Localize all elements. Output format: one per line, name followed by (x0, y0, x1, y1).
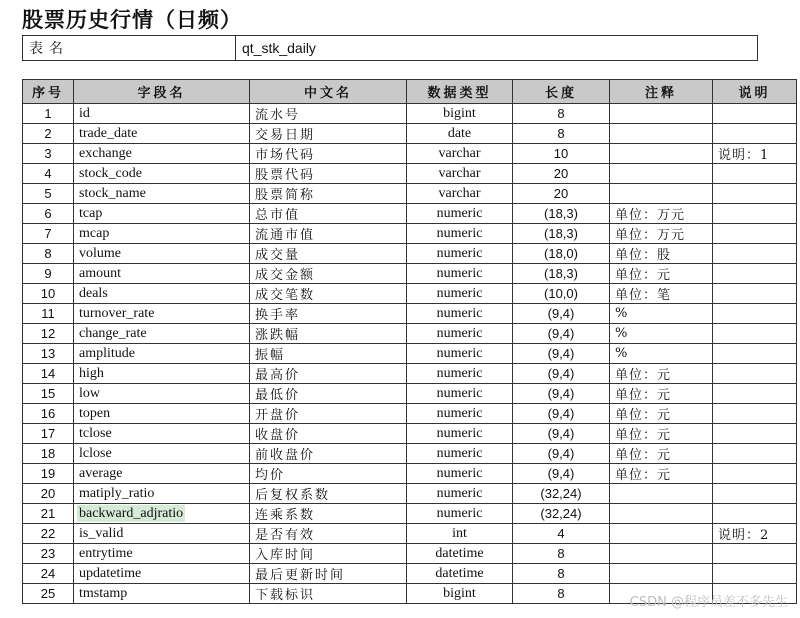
note-cell (610, 504, 713, 524)
chinese-name-cell: 最后更新时间 (250, 564, 407, 584)
table-row (23, 184, 797, 204)
note-cell: 单位：元 (610, 364, 713, 384)
length-cell: 20 (513, 164, 610, 184)
length-cell: (9,4) (513, 344, 610, 364)
chinese-name-cell: 涨跌幅 (250, 324, 407, 344)
length-cell: (9,4) (513, 364, 610, 384)
table-name-value: qt_stk_daily (236, 36, 758, 61)
description-cell (713, 464, 797, 484)
field-name-cell: tmstamp (74, 584, 250, 604)
data-type-cell: varchar (407, 164, 513, 184)
chinese-name-cell: 总市值 (250, 204, 407, 224)
page-title: 股票历史行情（日频） (22, 8, 242, 32)
chinese-name-cell: 成交量 (250, 244, 407, 264)
field-name-cell: low (74, 384, 250, 404)
note-cell: 单位：万元 (610, 224, 713, 244)
field-name-cell: volume (74, 244, 250, 264)
chinese-name-cell: 入库时间 (250, 544, 407, 564)
data-type-cell: numeric (407, 324, 513, 344)
table-name-box (22, 35, 758, 61)
table-row (23, 424, 797, 444)
field-name-cell: deals (74, 284, 250, 304)
field-name-cell: lclose (74, 444, 250, 464)
field-name-cell (74, 504, 250, 524)
table-row (23, 284, 797, 304)
description-cell: 说明：1 (713, 144, 797, 164)
row-number-cell: 9 (23, 264, 74, 284)
length-cell: (9,4) (513, 404, 610, 424)
data-type-cell: bigint (407, 104, 513, 124)
row-number-cell: 20 (23, 484, 74, 504)
data-type-cell: datetime (407, 544, 513, 564)
row-number-cell: 21 (23, 504, 74, 524)
data-type-cell: numeric (407, 204, 513, 224)
header-note: 注释 (610, 80, 713, 104)
table-row (23, 104, 797, 124)
data-type-cell: numeric (407, 504, 513, 524)
row-number-cell: 8 (23, 244, 74, 264)
description-cell (713, 444, 797, 464)
chinese-name-cell: 均价 (250, 464, 407, 484)
length-cell: 8 (513, 584, 610, 604)
description-cell (713, 304, 797, 324)
row-number-cell: 24 (23, 564, 74, 584)
length-cell: 8 (513, 564, 610, 584)
description-cell (713, 244, 797, 264)
description-cell (713, 384, 797, 404)
length-cell: 4 (513, 524, 610, 544)
data-type-cell: date (407, 124, 513, 144)
note-cell (610, 564, 713, 584)
note-cell: 单位：元 (610, 404, 713, 424)
row-number-cell: 6 (23, 204, 74, 224)
table-row (23, 564, 797, 584)
chinese-name-cell: 成交金额 (250, 264, 407, 284)
field-name-cell: tcap (74, 204, 250, 224)
note-cell: 单位：元 (610, 424, 713, 444)
length-cell: 8 (513, 124, 610, 144)
row-number-cell: 2 (23, 124, 74, 144)
chinese-name-cell: 交易日期 (250, 124, 407, 144)
header-desc: 说明 (713, 80, 797, 104)
chinese-name-cell: 最高价 (250, 364, 407, 384)
chinese-name-cell: 成交笔数 (250, 284, 407, 304)
chinese-name-cell: 振幅 (250, 344, 407, 364)
note-cell: 单位：元 (610, 464, 713, 484)
chinese-name-cell: 收盘价 (250, 424, 407, 444)
length-cell: (18,0) (513, 244, 610, 264)
description-cell (713, 204, 797, 224)
note-cell: 单位：元 (610, 264, 713, 284)
data-type-cell: numeric (407, 304, 513, 324)
chinese-name-cell: 股票代码 (250, 164, 407, 184)
length-cell: (18,3) (513, 224, 610, 244)
field-name-cell: stock_name (74, 184, 250, 204)
length-cell: (9,4) (513, 464, 610, 484)
field-name-cell: id (74, 104, 250, 124)
description-cell (713, 344, 797, 364)
chinese-name-cell: 前收盘价 (250, 444, 407, 464)
table-row (23, 484, 797, 504)
row-number-cell: 19 (23, 464, 74, 484)
field-name-cell: mcap (74, 224, 250, 244)
header-cn-name: 中文名 (250, 80, 407, 104)
field-name-cell: topen (74, 404, 250, 424)
description-cell (713, 404, 797, 424)
description-cell (713, 184, 797, 204)
length-cell: 8 (513, 544, 610, 564)
data-type-cell: numeric (407, 364, 513, 384)
table-row (23, 164, 797, 184)
highlighted-field-name: backward_adjratio (79, 505, 184, 521)
table-row (23, 384, 797, 404)
row-number-cell: 4 (23, 164, 74, 184)
chinese-name-cell: 后复权系数 (250, 484, 407, 504)
field-definition-table (22, 79, 797, 604)
table-name-label: 表名 (23, 36, 236, 61)
chinese-name-cell: 连乘系数 (250, 504, 407, 524)
data-type-cell: numeric (407, 464, 513, 484)
table-row (23, 264, 797, 284)
note-cell (610, 484, 713, 504)
table-row (23, 204, 797, 224)
note-cell (610, 184, 713, 204)
row-number-cell: 10 (23, 284, 74, 304)
table-row (23, 504, 797, 524)
chinese-name-cell: 换手率 (250, 304, 407, 324)
row-number-cell: 23 (23, 544, 74, 564)
table-row (23, 464, 797, 484)
description-cell (713, 544, 797, 564)
table-row (23, 444, 797, 464)
length-cell: (18,3) (513, 204, 610, 224)
field-name-cell: is_valid (74, 524, 250, 544)
row-number-cell: 1 (23, 104, 74, 124)
row-number-cell: 25 (23, 584, 74, 604)
length-cell: (9,4) (513, 384, 610, 404)
table-body (23, 104, 797, 604)
note-cell (610, 124, 713, 144)
field-name-cell: tclose (74, 424, 250, 444)
chinese-name-cell: 开盘价 (250, 404, 407, 424)
table-row (23, 124, 797, 144)
row-number-cell: 12 (23, 324, 74, 344)
row-number-cell: 14 (23, 364, 74, 384)
field-name-cell: exchange (74, 144, 250, 164)
description-cell (713, 564, 797, 584)
description-cell (713, 504, 797, 524)
header-length: 长度 (513, 80, 610, 104)
length-cell: 20 (513, 184, 610, 204)
note-cell (610, 144, 713, 164)
data-type-cell: varchar (407, 184, 513, 204)
field-name-cell: turnover_rate (74, 304, 250, 324)
length-cell: (10,0) (513, 284, 610, 304)
data-type-cell: numeric (407, 444, 513, 464)
length-cell: (9,4) (513, 324, 610, 344)
row-number-cell: 3 (23, 144, 74, 164)
row-number-cell: 18 (23, 444, 74, 464)
data-type-cell: numeric (407, 264, 513, 284)
row-number-cell: 5 (23, 184, 74, 204)
field-name-cell: updatetime (74, 564, 250, 584)
row-number-cell: 13 (23, 344, 74, 364)
data-type-cell: numeric (407, 384, 513, 404)
data-type-cell: numeric (407, 404, 513, 424)
table-row (23, 304, 797, 324)
chinese-name-cell: 市场代码 (250, 144, 407, 164)
chinese-name-cell: 最低价 (250, 384, 407, 404)
table-row (23, 344, 797, 364)
table-row (23, 224, 797, 244)
data-type-cell: numeric (407, 284, 513, 304)
description-cell (713, 104, 797, 124)
header-data-type: 数据类型 (407, 80, 513, 104)
description-cell (713, 364, 797, 384)
table-row (23, 364, 797, 384)
length-cell: 8 (513, 104, 610, 124)
note-cell: 单位：笔 (610, 284, 713, 304)
note-cell: 单位：元 (610, 384, 713, 404)
description-cell (713, 264, 797, 284)
data-type-cell: numeric (407, 224, 513, 244)
length-cell: 10 (513, 144, 610, 164)
field-name-cell: high (74, 364, 250, 384)
description-cell (713, 484, 797, 504)
field-name-cell: amount (74, 264, 250, 284)
data-type-cell: varchar (407, 144, 513, 164)
note-cell: 单位：股 (610, 244, 713, 264)
header-no: 序号 (23, 80, 74, 104)
note-cell (610, 524, 713, 544)
field-name-cell: change_rate (74, 324, 250, 344)
row-number-cell: 7 (23, 224, 74, 244)
row-number-cell: 22 (23, 524, 74, 544)
description-cell (713, 284, 797, 304)
data-type-cell: numeric (407, 344, 513, 364)
note-cell (610, 104, 713, 124)
length-cell: (18,3) (513, 264, 610, 284)
field-name-cell: entrytime (74, 544, 250, 564)
description-cell (713, 124, 797, 144)
data-type-cell: datetime (407, 564, 513, 584)
row-number-cell: 16 (23, 404, 74, 424)
row-number-cell: 15 (23, 384, 74, 404)
length-cell: (9,4) (513, 424, 610, 444)
note-cell: % (610, 324, 713, 344)
note-cell: % (610, 304, 713, 324)
chinese-name-cell: 是否有效 (250, 524, 407, 544)
chinese-name-cell: 流通市值 (250, 224, 407, 244)
note-cell (610, 544, 713, 564)
field-name-cell: average (74, 464, 250, 484)
length-cell: (32,24) (513, 484, 610, 504)
watermark: CSDN @程序员差不多先生 (629, 595, 788, 610)
table-row (23, 324, 797, 344)
data-type-cell: numeric (407, 244, 513, 264)
chinese-name-cell: 下载标识 (250, 584, 407, 604)
length-cell: (9,4) (513, 444, 610, 464)
length-cell: (9,4) (513, 304, 610, 324)
data-type-cell: bigint (407, 584, 513, 604)
header-field: 字段名 (74, 80, 250, 104)
description-cell (713, 164, 797, 184)
row-number-cell: 11 (23, 304, 74, 324)
field-name-cell: matiply_ratio (74, 484, 250, 504)
chinese-name-cell: 股票简称 (250, 184, 407, 204)
table-row (23, 144, 797, 164)
field-name-cell: trade_date (74, 124, 250, 144)
data-type-cell: numeric (407, 484, 513, 504)
data-type-cell: int (407, 524, 513, 544)
length-cell: (32,24) (513, 504, 610, 524)
note-cell: 单位：万元 (610, 204, 713, 224)
description-cell (713, 424, 797, 444)
note-cell: 单位：元 (610, 444, 713, 464)
table-row (23, 524, 797, 544)
note-cell (610, 164, 713, 184)
table-row (23, 404, 797, 424)
field-name-cell: amplitude (74, 344, 250, 364)
chinese-name-cell: 流水号 (250, 104, 407, 124)
table-row (23, 244, 797, 264)
data-type-cell: numeric (407, 424, 513, 444)
note-cell: % (610, 344, 713, 364)
description-cell (713, 224, 797, 244)
field-name-cell: stock_code (74, 164, 250, 184)
description-cell (713, 324, 797, 344)
table-header-row (23, 80, 797, 104)
table-row (23, 544, 797, 564)
description-cell: 说明：2 (713, 524, 797, 544)
row-number-cell: 17 (23, 424, 74, 444)
